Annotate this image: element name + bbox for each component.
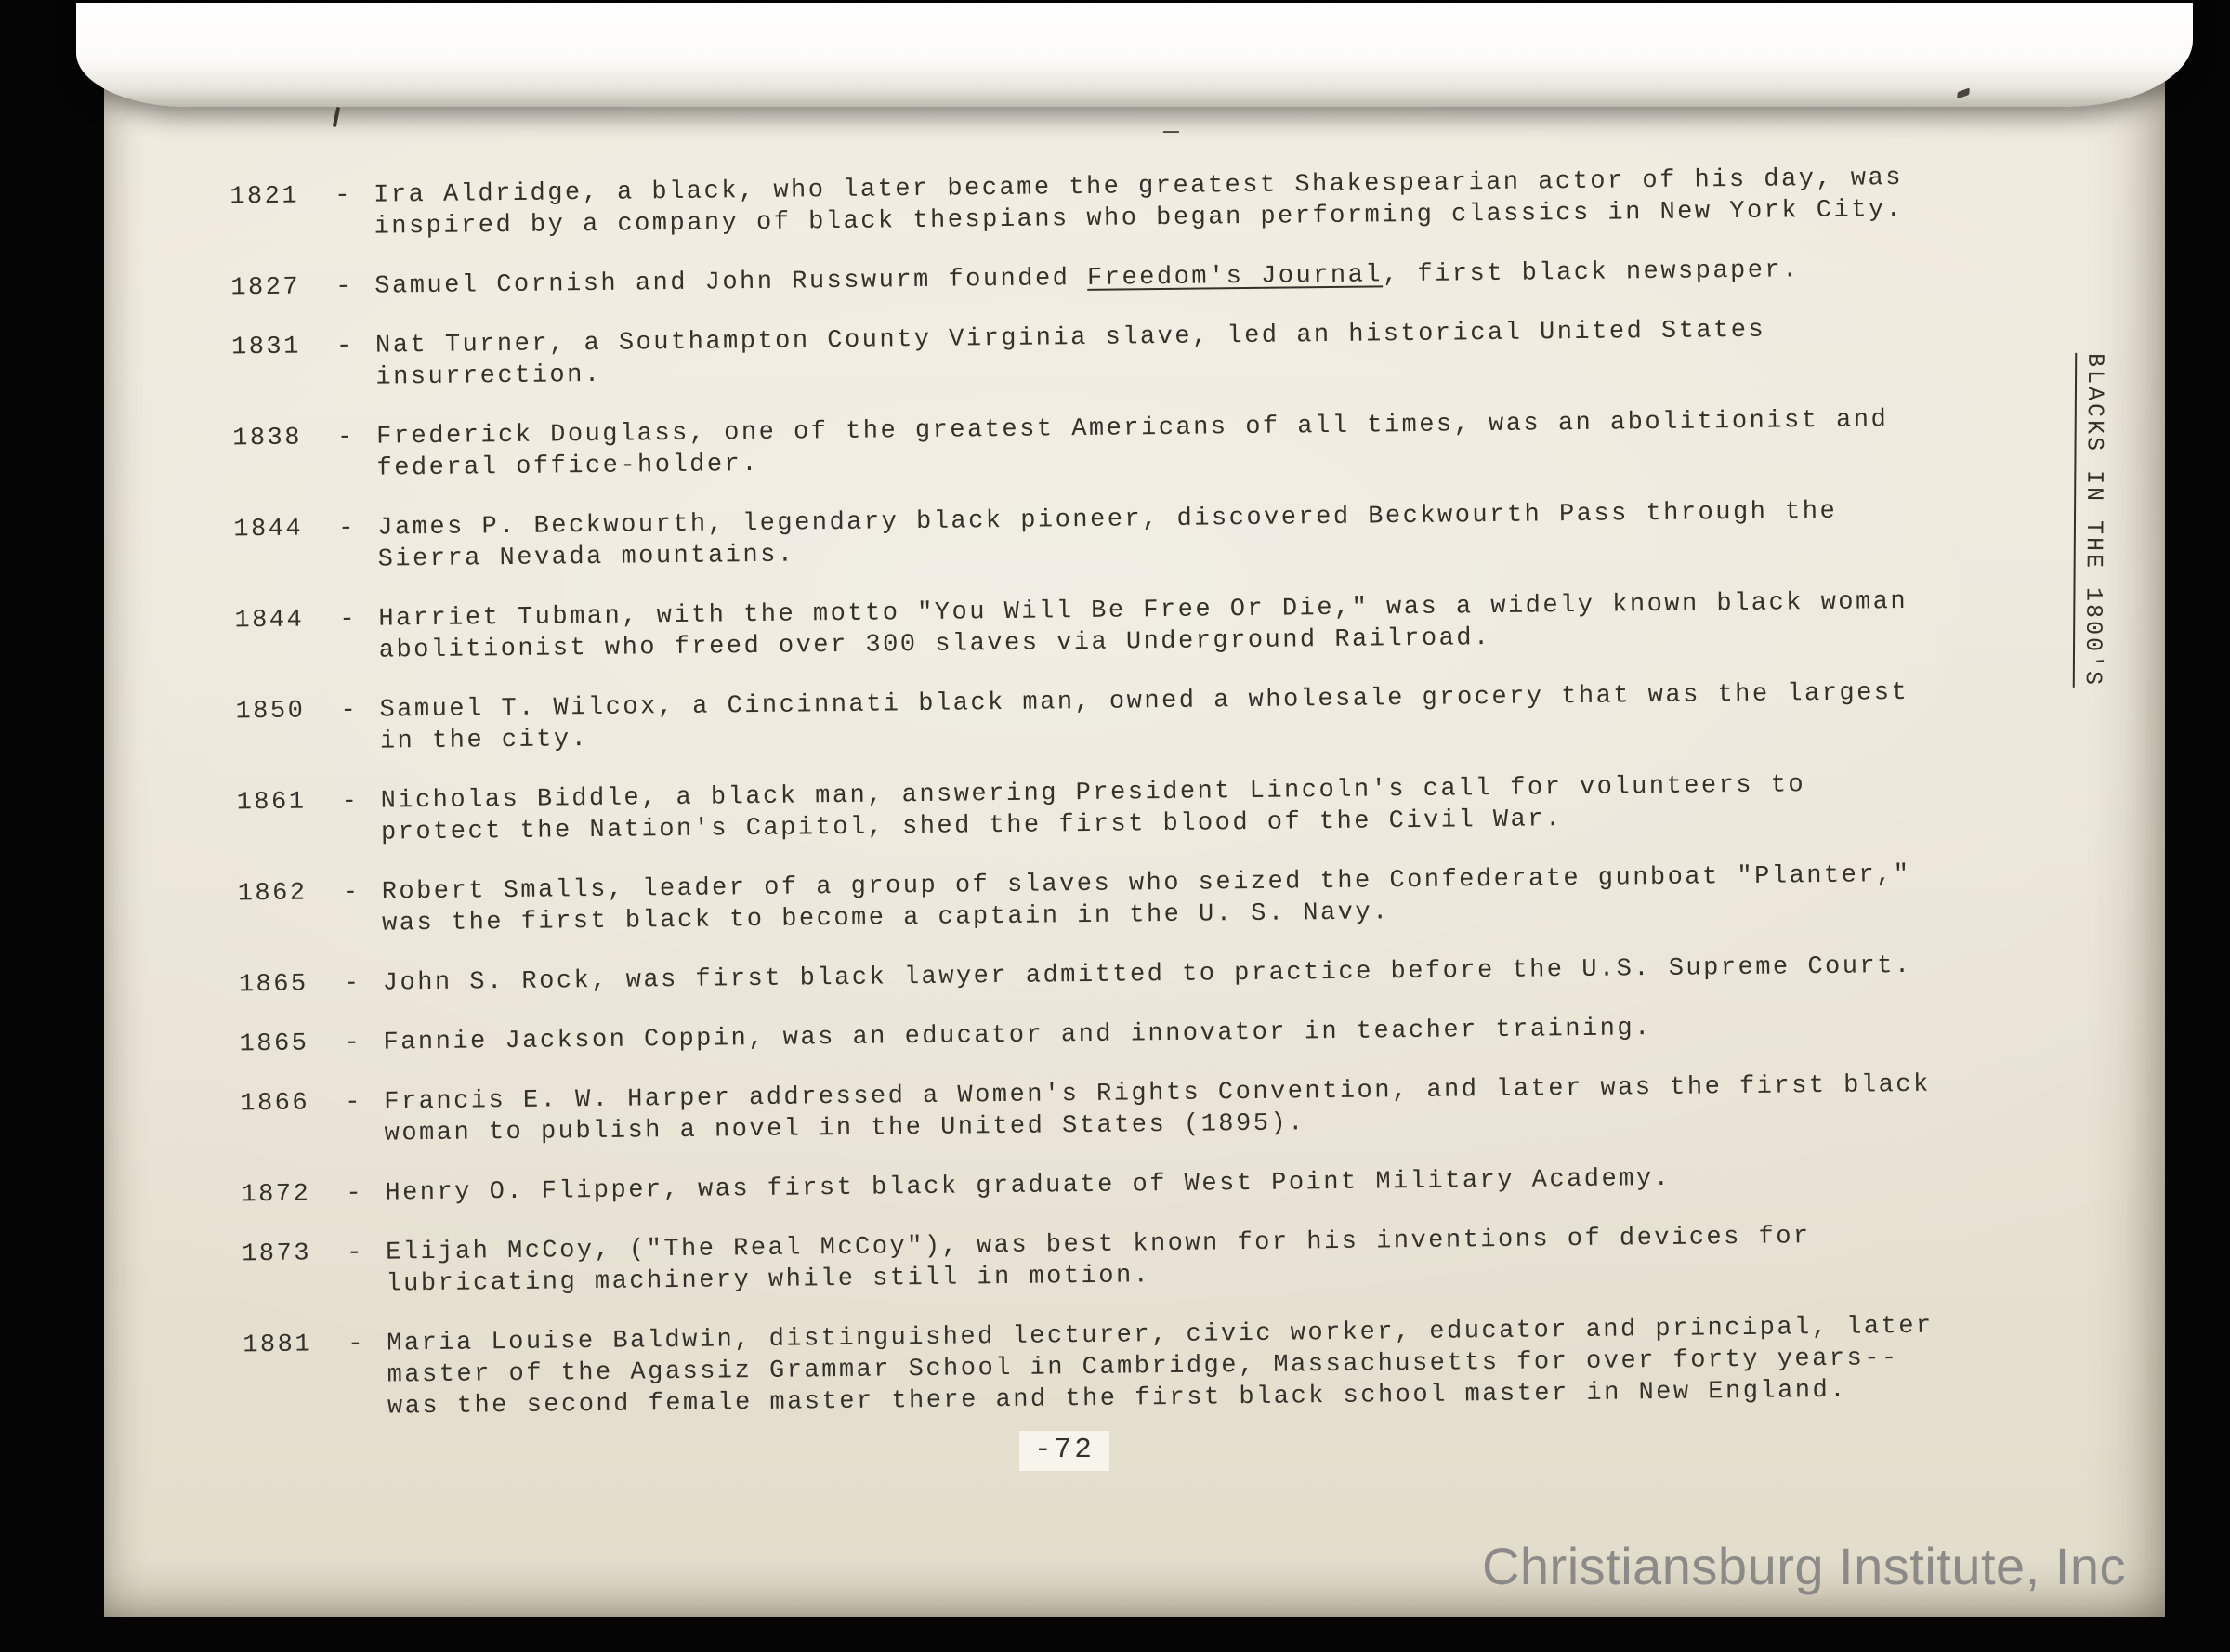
timeline-body bbox=[230, 163, 1947, 1453]
entry-separator: - bbox=[341, 787, 360, 817]
entry-text: John S. Rock, was first black lawyer admitted to practice before the U.S. Supreme Court. bbox=[382, 951, 1912, 998]
timeline-entry bbox=[231, 313, 1935, 396]
entry-text: Francis E. W. Harper addressed a Women's Rights Convention, and later was the first black woman to publish a novel in the United States (1895). bbox=[384, 1070, 1931, 1148]
entry-text: Henry O. Flipper, was first black graduate of West Point Military Academy. bbox=[385, 1164, 1672, 1208]
entry-year: 1827 bbox=[230, 273, 301, 303]
timeline-entry bbox=[234, 586, 1938, 669]
entry-year: 1866 bbox=[240, 1089, 310, 1119]
entry-separator: - bbox=[343, 969, 361, 999]
entry-year: 1831 bbox=[230, 333, 302, 362]
timeline-entry bbox=[243, 1311, 1947, 1425]
entry-text-segment: , first black newspaper. bbox=[1382, 256, 1801, 290]
page-curl bbox=[76, 3, 2193, 107]
entry-year: 1850 bbox=[235, 697, 306, 727]
entry-text: Robert Smalls, leader of a group of slaves who seized the Confederate gunboat "Planter," was the first black to become a captain in the U. S. Navy. bbox=[381, 860, 1911, 938]
entry-separator: - bbox=[335, 332, 354, 361]
entry-text-segment: Samuel Cornish and John Russwurm founded bbox=[374, 264, 1088, 301]
entry-separator: - bbox=[340, 696, 359, 726]
timeline-entry bbox=[239, 1010, 1942, 1061]
entry-separator: - bbox=[345, 1088, 363, 1118]
underlined-publication-title: Freedom's Journal bbox=[1086, 261, 1384, 293]
page-number: -72 bbox=[1019, 1431, 1109, 1471]
entry-separator: - bbox=[344, 1029, 362, 1058]
entry-text: Nicholas Biddle, a black man, answering President Lincoln's call for volunteers to protect the Nation's Capitol, shed the first blood of the Civil War. bbox=[380, 771, 1806, 847]
entry-year: 1873 bbox=[241, 1239, 312, 1269]
entry-text: Maria Louise Baldwin, distinguished lecturer, civic worker, educator and principal, later master of the Agassiz Grammar School in Cambridge, Massachusetts for over forty years--was the second female master there and the first black school master in New England. bbox=[387, 1312, 1934, 1422]
timeline-entry bbox=[239, 951, 1942, 1002]
entry-text bbox=[374, 254, 1934, 303]
entry-separator: - bbox=[338, 514, 357, 544]
entry-text: Frederick Douglass, one of the greatest Americans of all times, was an abolitionist and federal office-holder. bbox=[376, 406, 1889, 483]
timeline-entry bbox=[241, 1160, 1944, 1212]
timeline-entry bbox=[236, 768, 1940, 851]
entry-text: Ira Aldridge, a black, who later became the greatest Shakespearian actor of his day, was inspired by a company of black thespians who began performing classics in New York City. bbox=[374, 164, 1904, 242]
timeline-entry bbox=[240, 1069, 1944, 1152]
timeline-entry bbox=[242, 1220, 1946, 1303]
timeline-entry bbox=[230, 163, 1934, 245]
timeline-entry bbox=[230, 254, 1934, 305]
entry-year: 1838 bbox=[232, 424, 303, 453]
entry-separator: - bbox=[337, 423, 356, 452]
entry-text: Samuel T. Wilcox, a Cincinnati black man, owned a wholesale grocery that was the largest in the city. bbox=[379, 678, 1909, 756]
entry-year: 1844 bbox=[233, 515, 304, 544]
entry-text: Elijah McCoy, ("The Real McCoy"), was best known for his inventions of devices for lubricating machinery while still in motion. bbox=[385, 1223, 1811, 1299]
stray-mark: — bbox=[1163, 118, 1181, 147]
entry-year: 1821 bbox=[230, 182, 300, 212]
entry-text: Fannie Jackson Coppin, was an educator and innovator in teacher training. bbox=[383, 1015, 1652, 1057]
entry-year: 1862 bbox=[237, 879, 308, 909]
timeline-entry bbox=[235, 677, 1939, 760]
sidebar-chapter-title: BLACKS IN THE 1800'S bbox=[2079, 352, 2109, 688]
entry-year: 1865 bbox=[239, 1029, 309, 1059]
document-page bbox=[104, 33, 2165, 1617]
archive-watermark: Christiansburg Institute, Inc bbox=[1481, 1537, 2126, 1595]
entry-year: 1881 bbox=[243, 1331, 313, 1360]
entry-separator: - bbox=[342, 878, 361, 908]
entry-year: 1844 bbox=[234, 606, 305, 636]
pen-mark-icon bbox=[333, 107, 340, 127]
timeline-entry bbox=[232, 404, 1936, 487]
entry-separator: - bbox=[346, 1179, 364, 1209]
entry-year: 1865 bbox=[238, 970, 308, 1000]
entry-separator: - bbox=[335, 272, 354, 302]
entry-text: James P. Beckwourth, legendary black pioneer, discovered Beckwourth Pass through the Sierra Nevada mountains. bbox=[377, 497, 1838, 574]
entry-separator: - bbox=[348, 1330, 366, 1359]
timeline-entry bbox=[233, 495, 1937, 578]
entry-text: Harriet Tubman, with the motto "You Will Be Free Or Die," was a widely known black woman abolitionist who freed over 300 slaves via Underground Railroad. bbox=[378, 587, 1909, 665]
entry-separator: - bbox=[346, 1239, 365, 1268]
timeline-entry bbox=[238, 859, 1942, 942]
entry-year: 1872 bbox=[241, 1180, 311, 1210]
entry-year: 1861 bbox=[236, 788, 307, 818]
entry-separator: - bbox=[334, 181, 353, 211]
entry-separator: - bbox=[339, 605, 358, 635]
entry-text: Nat Turner, a Southampton County Virginia slave, led an historical United States insurrection. bbox=[374, 316, 1766, 392]
